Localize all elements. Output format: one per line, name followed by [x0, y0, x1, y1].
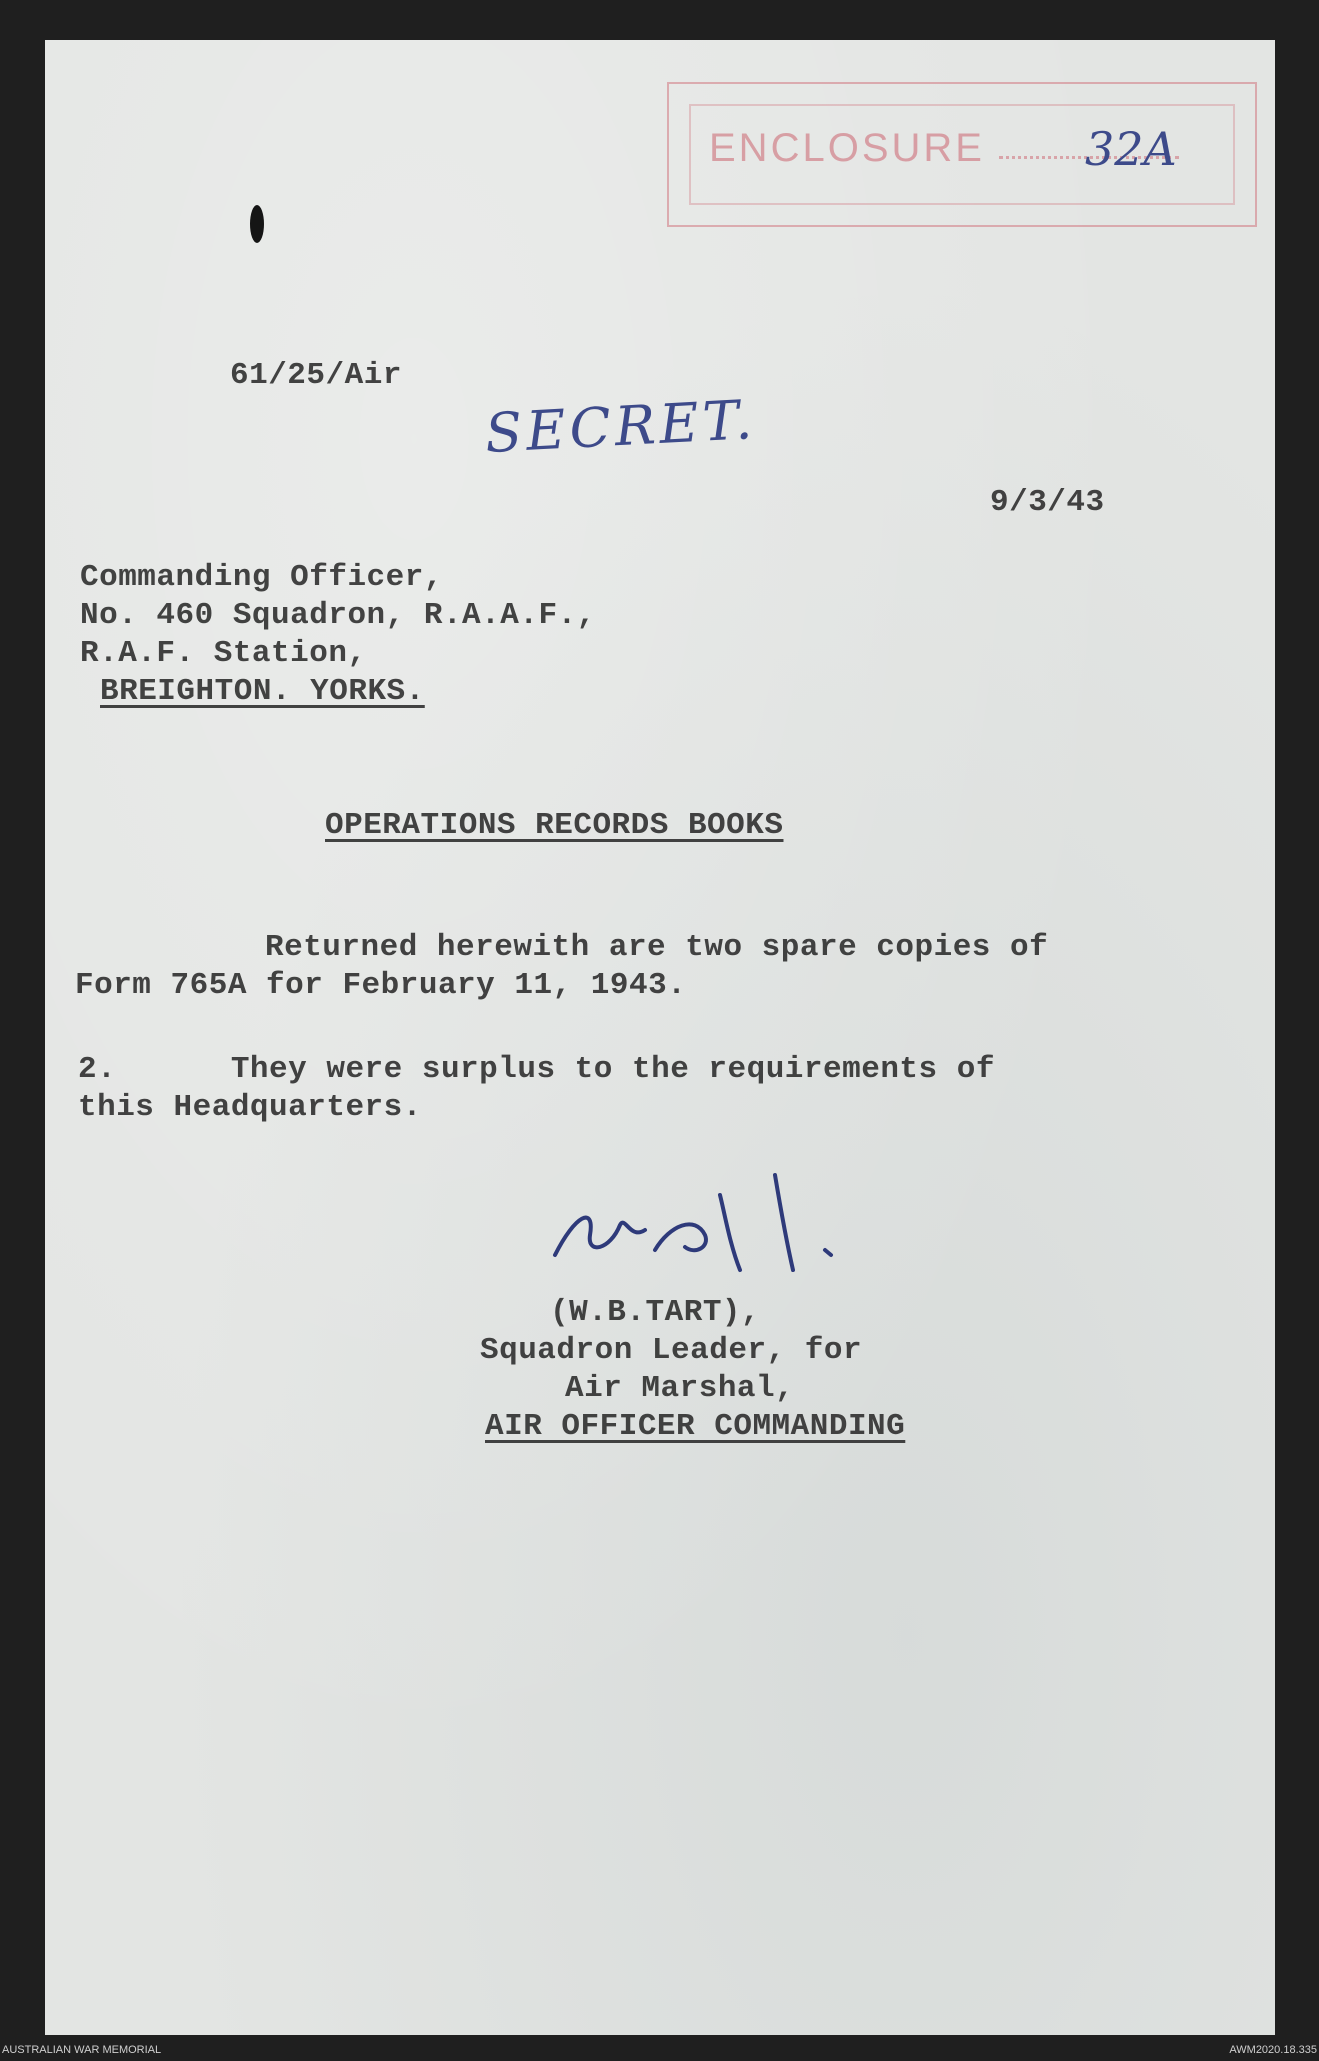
signatory-title: AIR OFFICER COMMANDING	[485, 1409, 906, 1444]
footer-institution: AUSTRALIAN WAR MEMORIAL	[2, 2044, 162, 2056]
signatory-name: (W.B.TART),	[550, 1295, 761, 1330]
footer-accession-number: AWM2020.18.335	[1229, 2044, 1317, 2056]
file-reference: 61/25/Air	[230, 358, 402, 393]
signatory-rank: Squadron Leader, for	[480, 1333, 863, 1368]
stamp-label: ENCLOSURE	[709, 126, 985, 170]
letter-date: 9/3/43	[990, 485, 1105, 520]
punch-hole	[250, 205, 264, 243]
body-paragraph-1-line-2: Form 765A for February 11, 1943.	[75, 968, 687, 1003]
document-page	[45, 40, 1275, 2035]
address-line-2: No. 460 Squadron, R.A.A.F.,	[80, 598, 596, 633]
signatory-on-behalf: Air Marshal,	[565, 1371, 795, 1406]
address-line-1: Commanding Officer,	[80, 560, 443, 595]
body-paragraph-2-line-2: this Headquarters.	[78, 1090, 422, 1125]
subject-heading: OPERATIONS RECORDS BOOKS	[325, 808, 784, 843]
handwritten-signature	[535, 1155, 875, 1295]
classification-mark: SECRET.	[483, 387, 758, 466]
body-paragraph-1-line-1: Returned herewith are two spare copies of	[265, 930, 1049, 965]
body-paragraph-2-line-1: 2. They were surplus to the requirements of	[78, 1052, 995, 1087]
address-line-4: BREIGHTON. YORKS.	[100, 674, 425, 709]
address-line-3: R.A.F. Station,	[80, 636, 367, 671]
enclosure-number: 32A	[1085, 122, 1177, 176]
